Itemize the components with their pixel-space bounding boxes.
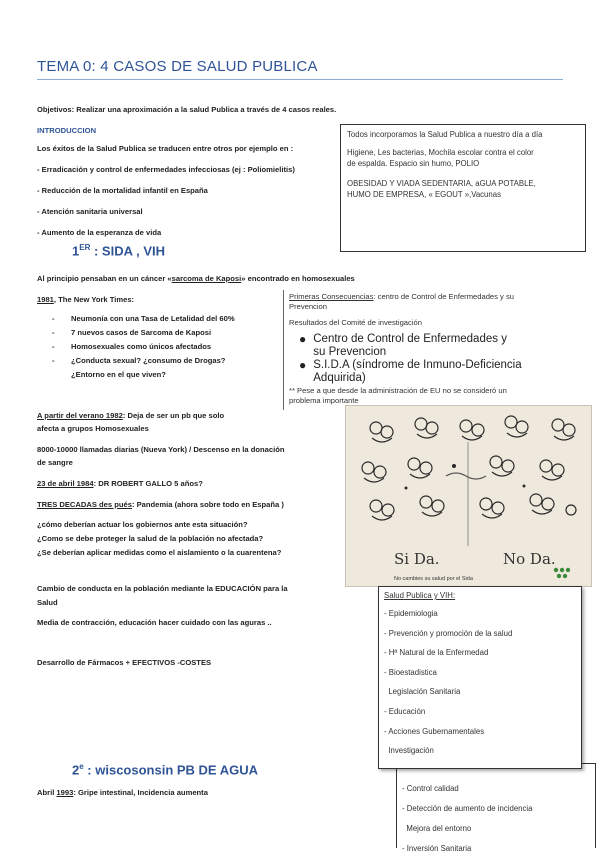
wisconsin-pre: Abril	[37, 788, 57, 797]
consequences-line	[289, 292, 578, 302]
sida-intro	[37, 273, 355, 284]
box-line: OBESIDAD Y VIADA SEDENTARIA, aGUA POTABLE,	[347, 179, 536, 188]
list-item-text: Homosexuales como únicos afectados	[71, 342, 212, 351]
summer-cont: afecta a grupos Homosexuales	[37, 424, 149, 433]
nyt-heading	[37, 294, 134, 305]
wisconsin-year: 1993	[56, 788, 74, 797]
list-item-text: 7 nuevos casos de Sarcoma de Kaposi	[71, 328, 212, 337]
box-line: - Prevención y promoción de la salud	[384, 628, 513, 638]
box-line: - Acciones Gubernamentales	[384, 726, 485, 736]
intro-item: - Erradicación y control de enfermedades infecciosas (ej : Poliomielitis)	[37, 165, 295, 174]
poster-label-left: Si Da.	[394, 550, 440, 568]
box-line: - Hª Natural de la Enfermedad	[384, 648, 489, 658]
question: ¿Como se debe proteger la salud de la población no afectada?	[37, 534, 264, 543]
result-bullet	[289, 333, 578, 359]
section-heading-text: : SIDA , VIH	[90, 243, 165, 259]
consequences-box	[283, 290, 583, 410]
results-line: Resultados del Comité de investigación	[289, 318, 422, 327]
page-title: TEMA 0: 4 CASOS DE SALUD PUBLICA	[37, 58, 318, 75]
list-item: - 7 nuevos casos de Sarcoma de Kaposi	[52, 328, 212, 337]
section-number: 1	[72, 243, 80, 259]
title-divider	[37, 79, 563, 80]
box-line: - Epidemiologia	[384, 609, 438, 618]
sida-intro-post: » encontrado en homosexuales	[241, 274, 355, 283]
bullet-dot: ●	[299, 358, 307, 372]
public-health-vih-box	[378, 586, 582, 769]
note-line: ** Pese a que desde la administración de EU no se consideró un	[289, 386, 507, 395]
behavior-cont: Salud	[37, 598, 58, 607]
gallo-rest: : DR ROBERT GALLO 5 años?	[93, 479, 203, 488]
behavior-line: Cambio de conducta en la población mediante la EDUCACIÓN para la	[37, 584, 288, 593]
section-heading-sida	[72, 243, 165, 258]
box-line: Todos incorporamos la Salud Publica a nuestro día a día	[347, 130, 543, 139]
awareness-poster	[345, 405, 592, 587]
intro-heading: INTRODUCCION	[37, 126, 97, 135]
consequences-rest: : centro de Control de Enfermedades y su	[373, 292, 514, 301]
media-line: Media de contracción, educación hacer cuidado con las aguras ..	[37, 618, 272, 627]
bullet-dot: ●	[299, 332, 307, 346]
box-line: Investigación	[384, 746, 434, 756]
box-heading: Salud Publica y VIH:	[384, 591, 456, 600]
result-bullet	[289, 359, 578, 385]
kaposi-link: sarcoma de Kaposi	[171, 274, 242, 283]
intro-lead: Los éxitos de la Salud Publica se traducen entre otros por ejemplo en :	[37, 144, 294, 153]
list-item	[52, 368, 235, 382]
box-line: - Bioestadistica	[384, 667, 437, 677]
list-item: - Homosexuales como únicos afectados	[52, 342, 212, 351]
list-item: - ¿Conducta sexual? ¿consumo de Drogas?	[52, 356, 226, 365]
box-line: Legislación Sanitaria	[384, 687, 461, 697]
wisconsin-line	[37, 787, 208, 798]
wisconsin-rest: : Gripe intestinal, Incidencia aumenta	[73, 788, 208, 797]
summer-date: A partir del verano 1982	[37, 411, 123, 420]
summer-line	[37, 410, 224, 421]
box-line: de espalda. Espacio sin humo, POLIO	[347, 159, 480, 168]
intro-item: - Atención sanitaria universal	[37, 207, 143, 216]
daily-life-box	[340, 124, 586, 252]
consequences-label: Primeras Consecuencias	[289, 292, 374, 301]
bullet-text: S.I.D.A (síndrome de Inmuno-Deficiencia	[313, 359, 522, 371]
box-line: HUMO DE EMPRESA, « EGOUT »,Vacunas	[347, 190, 501, 199]
box-line: - Inversión Sanitaria	[402, 844, 472, 853]
couple-figure	[362, 416, 576, 520]
section-ordinal: ER	[79, 243, 91, 252]
poster-caption: No cambies su salud por el Sida	[394, 576, 473, 582]
section-heading-wisconsin	[72, 762, 258, 777]
summer-rest: : Deja de ser un pb que solo	[122, 411, 225, 420]
poster-label-right: No Da.	[503, 550, 556, 568]
list-item-text: ¿Conducta sexual? ¿consumo de Drogas?	[71, 356, 226, 365]
calls-cont: de sangre	[37, 458, 73, 467]
box-line: - Detección de aumento de incidencia	[402, 804, 533, 813]
note-cont: problema importante	[289, 396, 359, 405]
bullet-text-cont: su Prevencion	[313, 346, 387, 358]
section-ordinal: e	[79, 762, 84, 771]
question: ¿Se deberían aplicar medidas como el aislamiento o la cuarentena?	[37, 548, 282, 557]
calls-line: 8000-10000 llamadas diarias (Nueva York) / Descenso en la donación	[37, 445, 285, 454]
list-item: - Neumonía con una Tasa de Letalidad del 60%	[52, 314, 235, 323]
section-number: 2	[72, 762, 80, 778]
intro-item: - Aumento de la esperanza de vida	[37, 228, 162, 237]
gallo-date: 23 de abril 1984	[37, 479, 94, 488]
decades-label: TRES DECADAS des pués	[37, 500, 132, 509]
box-line: Mejora del entorno	[402, 824, 472, 833]
consequences-cont: Prevencion	[289, 302, 327, 311]
bullet-text-cont: Adquirida)	[313, 372, 366, 384]
decades-line	[37, 499, 284, 510]
intro-item: - Reducción de la mortalidad infantil en España	[37, 186, 208, 195]
box-line: - Control calidad	[402, 784, 459, 793]
wisconsin-actions-box	[396, 763, 596, 853]
bullet-text: Centro de Control de Enfermedades y	[313, 333, 507, 345]
box-line: - Educación	[384, 706, 426, 716]
list-item-text: Neumonía con una Tasa de Letalidad del 60%	[71, 314, 235, 323]
nyt-list	[52, 312, 235, 382]
question: ¿cómo deberían actuar los gobiernos ante esta situación?	[37, 520, 248, 529]
nyt-year: 1981	[37, 295, 54, 304]
list-item-text: ¿Entorno en el que viven?	[71, 370, 166, 379]
section-heading-text: : wiscosonsin PB DE AGUA	[83, 762, 259, 778]
objectives-text: Objetivos: Realizar una aproximación a la salud Publica a través de 4 casos reales.	[37, 105, 337, 114]
gallo-line	[37, 478, 203, 489]
nyt-rest: , The New York Times:	[53, 295, 135, 304]
drugs-line: Desarrollo de Fármacos + EFECTIVOS -COSTES	[37, 658, 212, 667]
sida-intro-pre: Al principio pensaban en un cáncer «	[37, 274, 172, 283]
decades-rest: : Pandemia (ahora sobre todo en España )	[131, 500, 284, 509]
box-line: Higiene, Les bacterias, Mochila escolar contra el color	[347, 148, 534, 157]
